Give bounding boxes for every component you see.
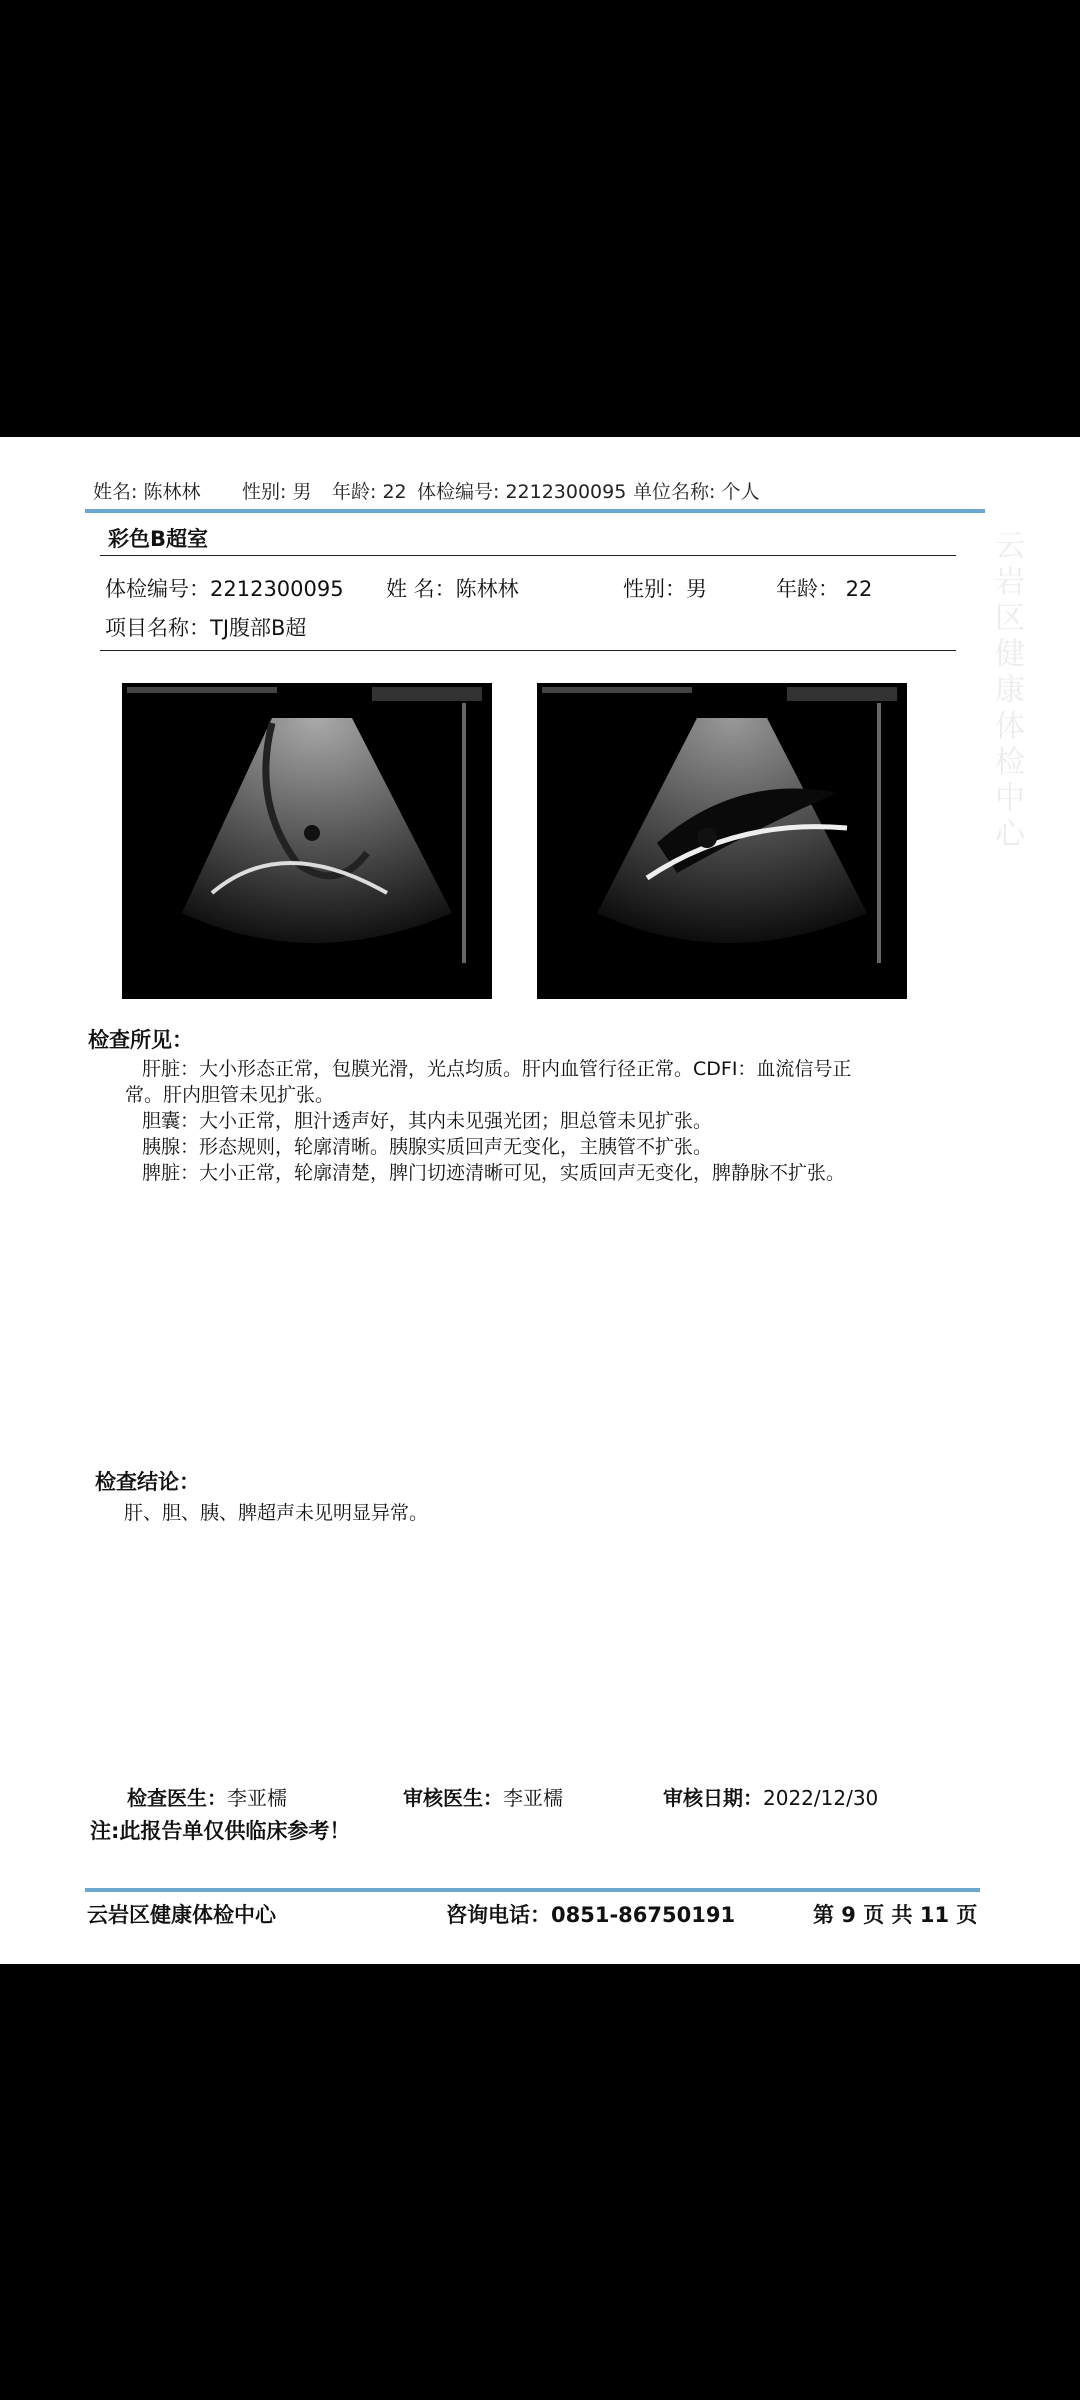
finding-gallbladder: 胆囊：大小正常，胆汁透声好，其内未见强光团；胆总管未见扩张。 (142, 1110, 713, 1132)
reviewer-value: 李亚檽 (503, 1786, 563, 1810)
review-date-label: 审核日期： (663, 1786, 763, 1810)
info-project: 项目名称：TJ腹部B超 (105, 616, 307, 640)
finding-pancreas: 胰腺：形态规则，轮廓清晰。胰腺实质回声无变化，主胰管不扩张。 (142, 1136, 713, 1158)
section-rule-bottom (100, 650, 956, 651)
header-name: 姓名: 陈林林 (93, 481, 201, 503)
section-title: 彩色B超室 (108, 527, 209, 551)
findings-title: 检查所见： (88, 1028, 193, 1052)
header-exam-no: 体检编号: 2212300095 (417, 481, 627, 503)
header-age: 年龄: 22 (332, 481, 407, 503)
doctor-label: 检查医生： (127, 1786, 227, 1810)
report-page (0, 437, 1080, 1964)
footer-org: 云岩区健康体检中心 (87, 1903, 276, 1927)
finding-liver-line1: 肝脏：大小形态正常，包膜光滑，光点均质。肝内血管行径正常。CDFI：血流信号正 (142, 1058, 852, 1080)
findings-body (90, 1056, 910, 1186)
header-rule (85, 509, 985, 513)
footer-rule (85, 1888, 980, 1892)
org-watermark: 云岩区健康体检中心 (995, 529, 1025, 852)
ultrasound-liver-image (122, 683, 492, 999)
disclaimer-note: 注:此报告单仅供临床参考！ (90, 1819, 351, 1843)
finding-spleen: 脾脏：大小正常，轮廓清楚，脾门切迹清晰可见，实质回声无变化，脾静脉不扩张。 (142, 1162, 846, 1184)
conclusion-text: 肝、胆、胰、脾超声未见明显异常。 (124, 1502, 429, 1524)
reviewer-label: 审核医生： (403, 1786, 503, 1810)
footer-phone: 咨询电话：0851-86750191 (446, 1903, 736, 1927)
conclusion-title: 检查结论： (95, 1470, 200, 1494)
doctor-field (127, 1782, 287, 1811)
review-date-field (663, 1782, 878, 1811)
finding-liver-line2: 常。肝内胆管未见扩张。 (125, 1084, 335, 1106)
doctor-value: 李亚檽 (227, 1786, 287, 1810)
header-unit: 单位名称: 个人 (633, 481, 760, 503)
info-name: 姓 名：陈林林 (386, 577, 519, 601)
info-age: 年龄： 22 (776, 577, 873, 601)
footer-page-number: 第 9 页 共 11 页 (813, 1903, 978, 1927)
info-gender: 性别：男 (623, 577, 707, 601)
ultrasound-gallbladder-image (537, 683, 907, 999)
section-rule-top (100, 555, 956, 556)
info-exam-no: 体检编号：2212300095 (105, 577, 344, 601)
reviewer-field (403, 1782, 563, 1811)
header-gender: 性别: 男 (242, 481, 312, 503)
review-date-value: 2022/12/30 (763, 1786, 879, 1810)
